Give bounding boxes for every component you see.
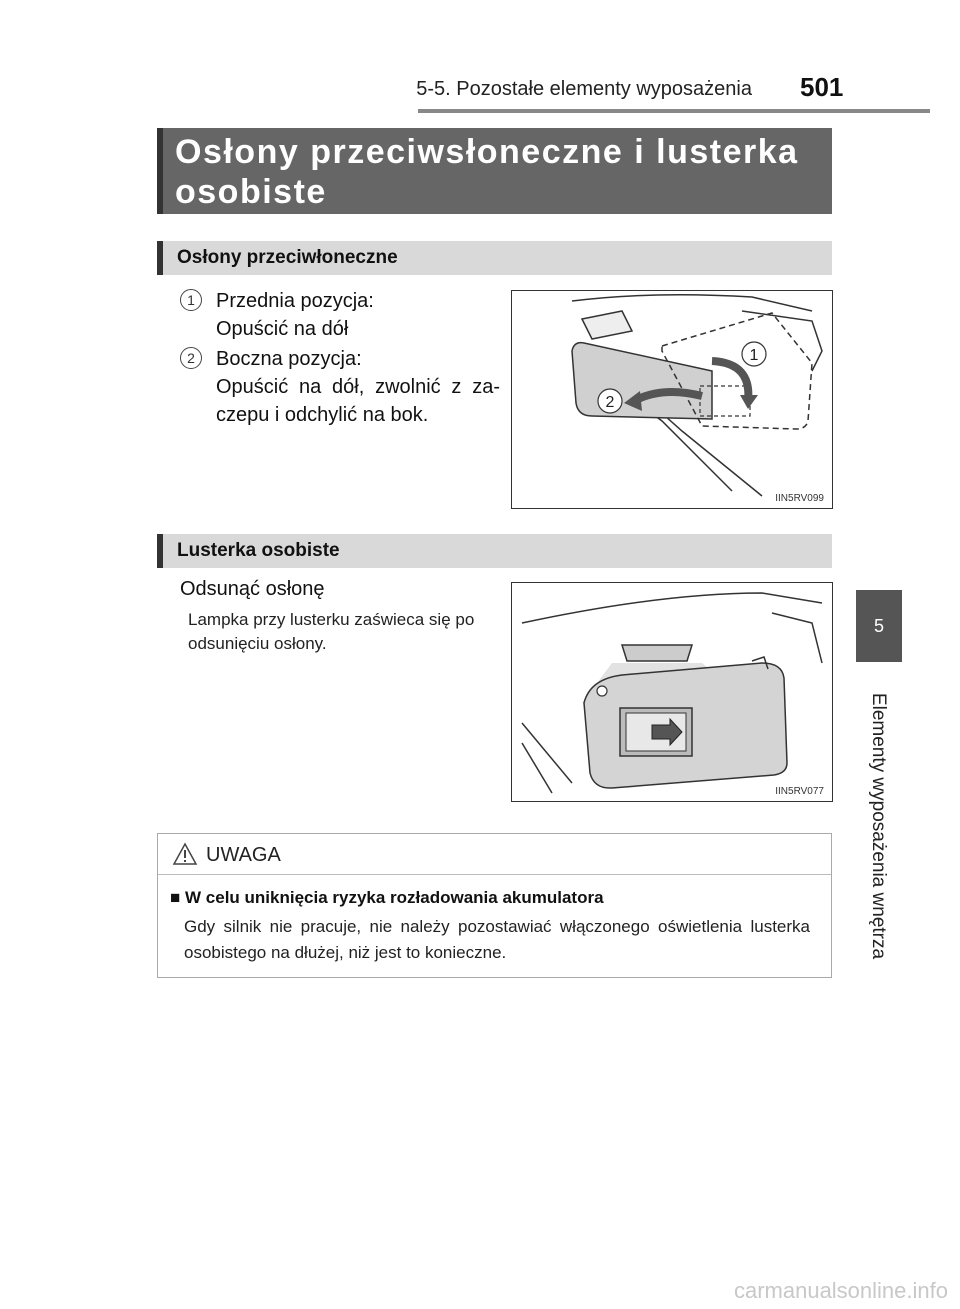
caution-box [157,833,832,978]
vanity-mirror-drawing [512,583,832,801]
sun-visor-drawing [512,291,832,508]
warning-triangle-icon [172,842,198,866]
page-title-line2: osobiste [175,173,327,211]
figure-code: IIN5RV099 [775,493,824,504]
bullet-square-icon: ■ [170,888,181,907]
section-heading-sun-visors: Osłony przeciwłoneczne [157,241,832,275]
caution-body [170,888,810,966]
note-text: Lampka przy lusterku zaświeca się po odsunięciu osłony. [188,610,475,653]
instruction-text: Odsunąć osłonę [180,578,325,600]
section-heading-vanity-mirrors: Lusterka osobiste [157,534,832,568]
running-header-section: 5-5. Pozostałe elementy wyposażenia [416,78,752,100]
chapter-title: Elementy wyposażenia wnętrza [868,692,889,960]
header-rule [418,109,930,113]
vanity-mirror-illustration [511,582,833,802]
list-item [180,345,500,429]
item-number-badge: 2 [180,347,202,369]
caution-heading-text: W celu uniknięcia ryzyka rozładowania akumulatora [185,888,604,907]
caution-label: UWAGA [206,844,281,866]
sun-visor-illustration [511,290,833,509]
chapter-title-vertical [866,676,890,976]
list-item [180,287,500,343]
item-title: Boczna pozycja: [216,348,362,370]
page-title-banner [157,128,832,214]
chapter-tab: 5 [856,590,902,662]
figure-code: IIN5RV077 [775,786,824,797]
caution-header [158,834,831,875]
footer-watermark: carmanualsonline.info [733,1278,948,1303]
caution-heading [170,888,810,908]
figure-callout-1: 1 [749,347,759,364]
item-title: Przednia pozycja: [216,290,374,312]
page-title-line1: Osłony przeciwsłoneczne i lusterka [175,133,799,171]
item-number-badge: 1 [180,289,202,311]
caution-text: Gdy silnik nie pracuje, nie należy pozostawiać włączonego oświetlenia lusterka osobistego na dłużej, niż jest to konieczne. [184,917,810,962]
item-description: Opuścić na dół [216,318,349,340]
figure-callout-2: 2 [605,394,615,411]
page-number: 501 [800,72,844,102]
page-title [175,132,832,212]
item-description: Opuścić na dół, zwolnić z za-czepu i odchylić na bok. [216,376,500,426]
